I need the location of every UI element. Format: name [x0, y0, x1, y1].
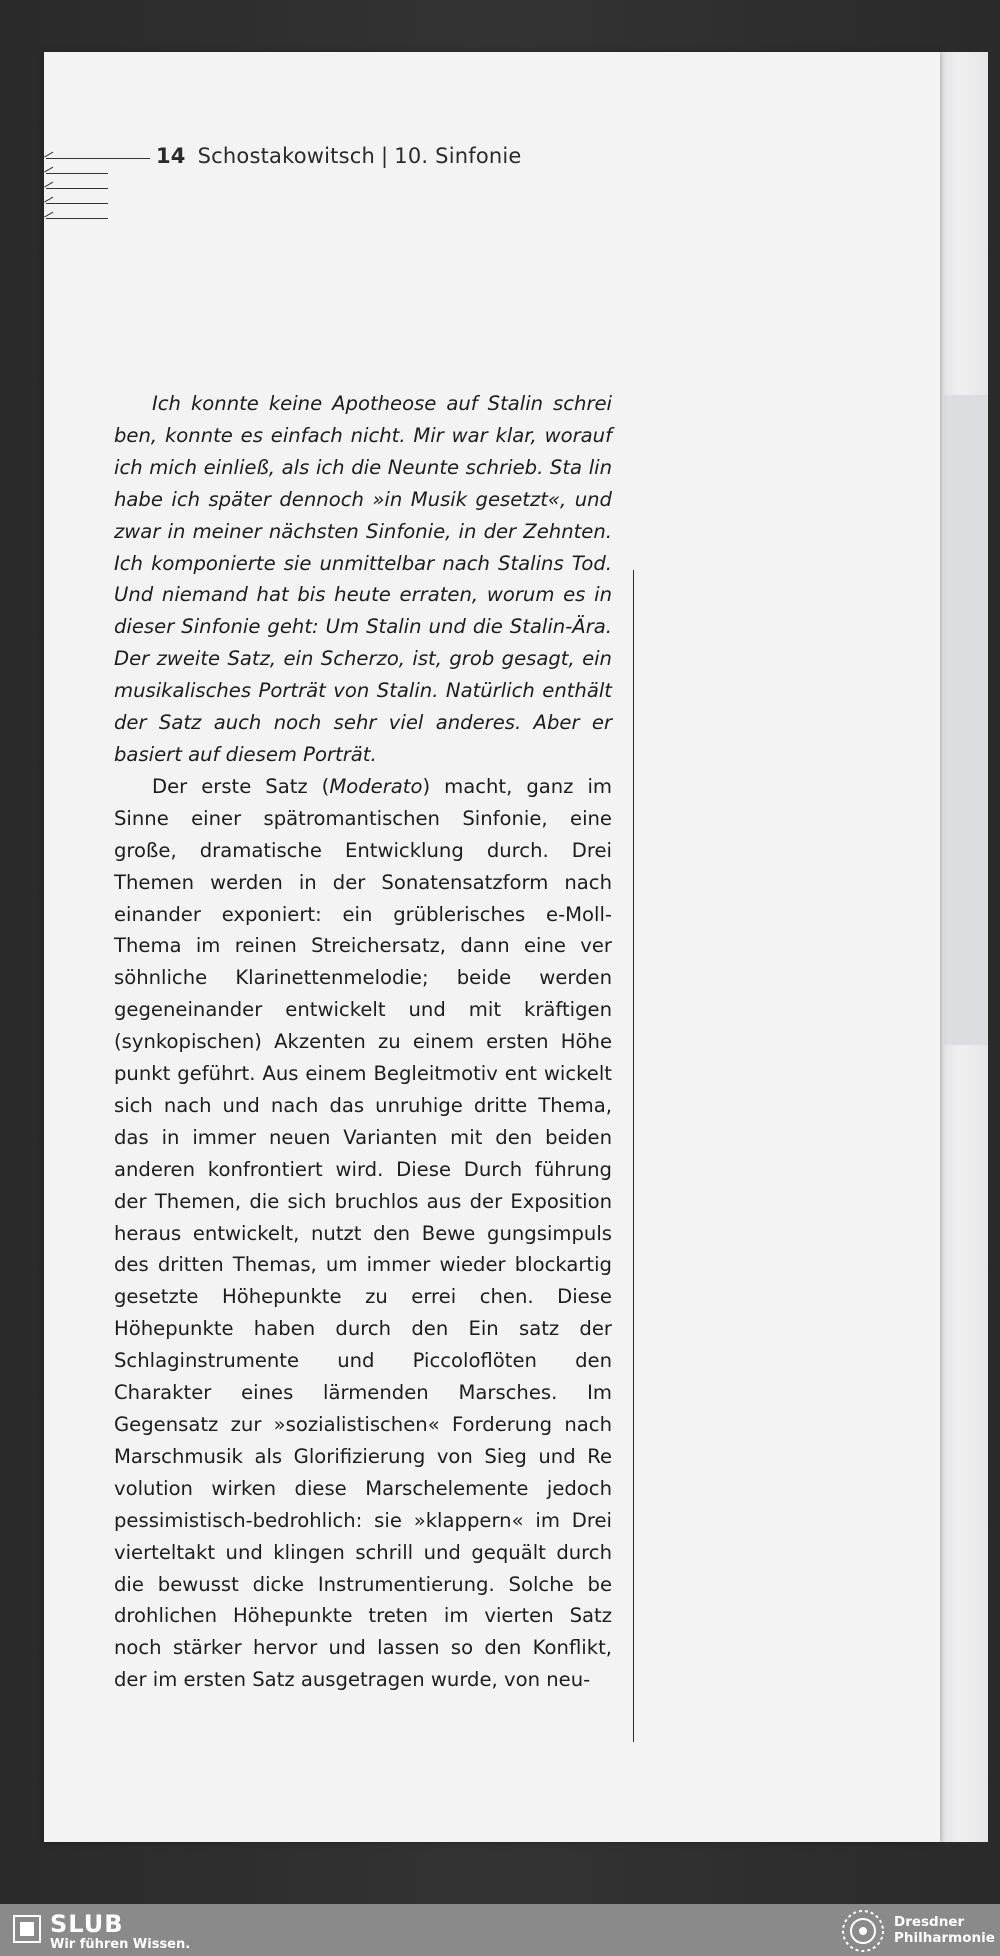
- paragraph-line: söhnliche Klarinettenmelodie; beide werden: [114, 966, 612, 990]
- paragraph-line: große, dramatische Entwicklung durch. Drei: [114, 838, 612, 862]
- paragraph-line: der im ersten Satz ausgetragen wurde, von neu-: [114, 1668, 591, 1692]
- paragraph-line: einander exponiert: ein grüblerisches e-Moll-: [114, 902, 612, 926]
- paragraph-line: Marschmusik als Glorifizierung von Sieg und Re: [114, 1444, 612, 1468]
- running-header: [156, 144, 522, 168]
- partner-name-line: Philharmonie: [894, 1930, 995, 1946]
- slub-logo-text[interactable]: SLUB: [50, 1910, 124, 1938]
- quote-line: grob gesagt, ein musikalisches Porträt von Stalin.: [114, 647, 612, 703]
- partner-name-line: Dresdner: [894, 1914, 965, 1930]
- paragraph-line: Thema, das in immer neuen Varianten mit den: [114, 1093, 612, 1149]
- page-body: [114, 388, 612, 1696]
- quote-line: ich mich einließ, als ich die Neunte schrieb. Sta: [114, 455, 583, 479]
- paragraph-line: den Charakter eines lärmenden Marsches. Im: [114, 1349, 612, 1405]
- header-rule: [46, 218, 108, 219]
- header-work: 10. Sinfonie: [394, 144, 522, 168]
- paragraph-line: chen. Diese Höhepunkte haben durch den Ein: [114, 1285, 612, 1341]
- philharmonie-logo-text[interactable]: [894, 1914, 995, 1946]
- quote-line: die Stalin-Ära. Der zweite Satz, ein Scherzo, ist,: [114, 615, 612, 671]
- header-rule: [46, 158, 150, 159]
- paragraph-line: punkt geführt. Aus einem Begleitmotiv ent: [114, 1062, 537, 1086]
- paragraph-line: drohlichen Höhepunkte treten im vierten Satz: [114, 1604, 612, 1628]
- header-rule: [46, 188, 108, 189]
- quote-line: anderes. Aber er basiert auf diesem Porträt.: [114, 711, 612, 766]
- slub-logo-icon: [12, 1914, 42, 1944]
- paragraph-line: pessimistisch-bedrohlich: sie »klappern« im Drei: [114, 1508, 612, 1532]
- facing-page-shadow: [944, 395, 988, 1045]
- paragraph-line: volution wirken diese Marschelemente jedoch: [114, 1476, 612, 1500]
- header-decoration: [46, 158, 116, 233]
- philharmonie-logo-icon: [840, 1908, 886, 1954]
- quote-line: Zehnten. Ich komponierte sie unmittelbar nach: [114, 519, 612, 575]
- paragraph-line: führung der Themen, die sich bruchlos aus der: [114, 1157, 612, 1213]
- paragraph-line: beiden anderen konfrontiert wird. Diese Durch: [114, 1125, 612, 1181]
- quote-line: ben, konnte es einfach nicht. Mir war klar, worauf: [114, 423, 612, 447]
- paragraph-intro: Der erste Satz (: [152, 774, 330, 798]
- slub-tagline: Wir führen Wissen.: [50, 1937, 191, 1952]
- quote-line: lin habe ich später dennoch »in Musik gesetzt«,: [114, 455, 613, 511]
- paragraph-line: (synkopischen) Akzenten zu einem ersten Höhe: [114, 1030, 612, 1054]
- header-rule: [46, 203, 108, 204]
- header-separator: |: [381, 144, 389, 168]
- body-paragraph: [114, 771, 612, 1696]
- quote-line: Ich konnte keine Apotheose auf Stalin schrei: [152, 392, 612, 415]
- paragraph-line: Gegensatz zur »sozialistischen« Forderung nach: [114, 1413, 612, 1436]
- quote-line: Stalins Tod. Und niemand hat bis heute erraten,: [114, 551, 612, 607]
- quote-block: [114, 388, 612, 771]
- paragraph-line: ) macht, ganz im: [422, 774, 613, 798]
- page-number: 14: [156, 144, 186, 168]
- viewer-footer: [0, 1904, 1000, 1956]
- paragraph-line: Exposition heraus entwickelt, nutzt den Bewe: [114, 1189, 612, 1245]
- paragraph-line: gungsimpuls des dritten Themas, um immer: [114, 1221, 612, 1277]
- paragraph-line: wickelt sich nach und nach das unruhige dritte: [114, 1062, 612, 1117]
- paragraph-line: satz der Schlaginstrumente und Piccoloflöten: [114, 1317, 612, 1373]
- tempo-marking: Moderato: [329, 774, 423, 798]
- paragraph-line: Sinne einer spätromantischen Sinfonie, eine: [114, 806, 612, 830]
- quote-line: Natürlich enthält der Satz auch noch sehr viel: [114, 679, 612, 735]
- quote-line: worum es in dieser Sinfonie geht: Um Stalin und: [114, 583, 612, 639]
- paragraph-line: Themen werden in der Sonatensatzform nach: [114, 870, 612, 894]
- paragraph-line: die bewusst dicke Instrumentierung. Solche be: [114, 1572, 612, 1596]
- paragraph-line: gegeneinander entwickelt und mit kräftigen: [114, 998, 612, 1022]
- paragraph-line: vierteltakt und klingen schrill und gequält durch: [114, 1540, 612, 1564]
- column-rule: [633, 570, 634, 1742]
- header-rule: [46, 173, 108, 174]
- paragraph-line: Thema im reinen Streichersatz, dann eine ver: [114, 934, 612, 958]
- quote-line: und zwar in meiner nächsten Sinfonie, in der: [114, 487, 612, 543]
- paragraph-line: noch stärker hervor und lassen so den Konflikt,: [114, 1636, 612, 1660]
- header-composer: Schostakowitsch: [197, 144, 376, 168]
- paragraph-line: wieder blockartig gesetzte Höhepunkte zu errei: [114, 1253, 612, 1309]
